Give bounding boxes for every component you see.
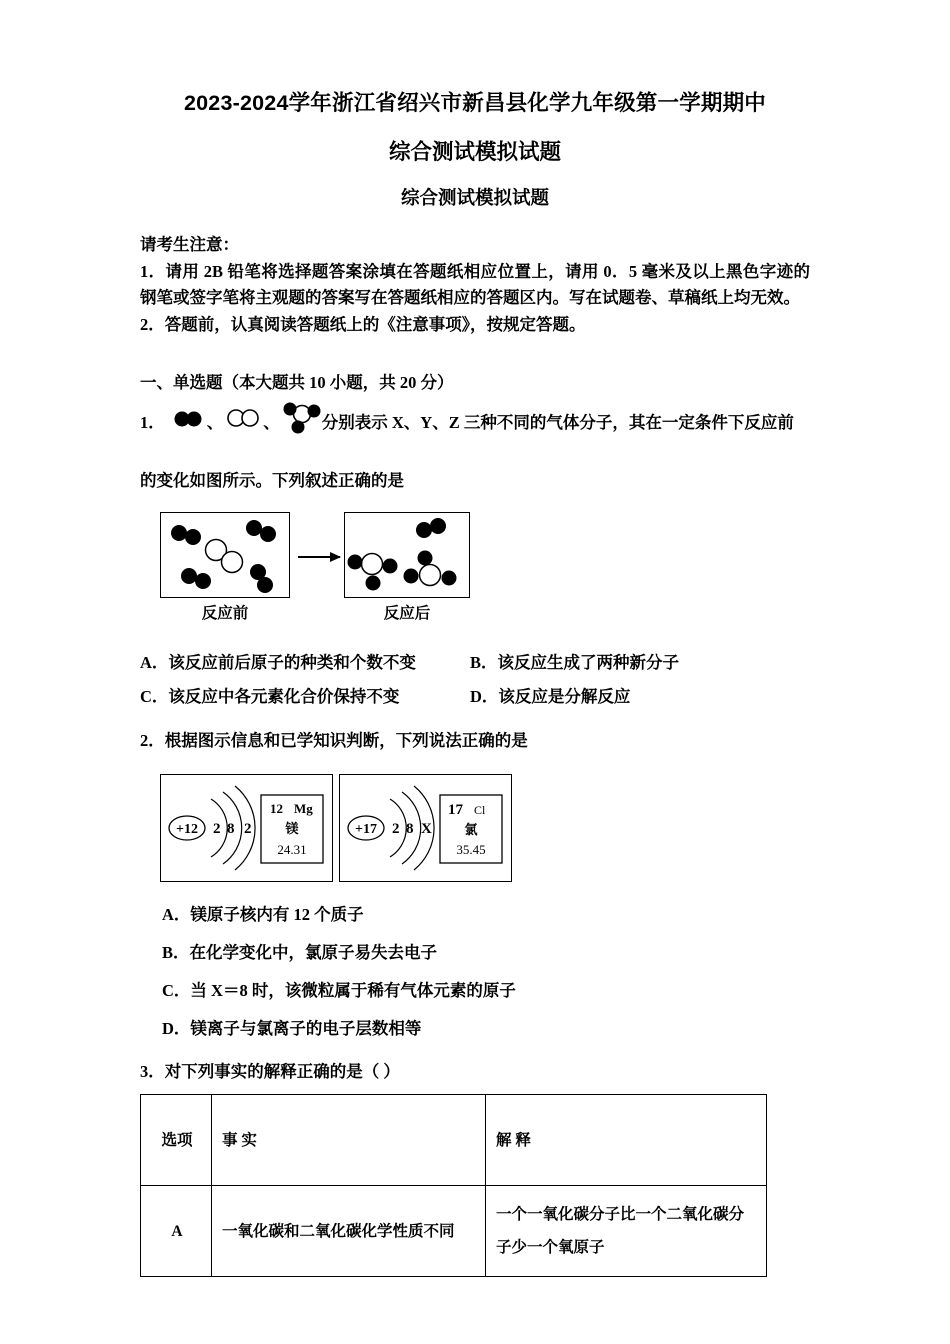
question-3-table [140,1094,767,1277]
option-1-b-label: B． [470,653,498,672]
option-1-a[interactable] [140,646,470,680]
table-row [141,1186,767,1277]
question-3-number: 3． [140,1062,165,1081]
option-1-d[interactable] [470,680,810,714]
notice-item-2: 2．答题前，认真阅读答题纸上的《注意事项》，按规定答题。 [140,314,586,334]
x-molecule [171,525,201,545]
question-3-text: 对下列事实的解释正确的是（ ） [164,1062,400,1081]
option-2-b-label: B． [162,943,190,962]
option-2-a-text: 镁原子核内有 12 个质子 [190,905,364,924]
section-heading: 一、单选题（本大题共 10 小题，共 20 分） [140,373,454,392]
molecule-z-icon [282,402,322,444]
page-subtitle: 综合测试模拟试题 [388,140,561,164]
svg-text:2: 2 [213,821,221,837]
row-explanation-a: 一个一氧化碳分子比一个二氧化碳分子少一个氧原子 [486,1186,767,1277]
x-molecule [246,520,276,542]
option-1-d-label: D． [470,687,499,706]
x-molecule [416,518,446,538]
option-2-d-text: 镁离子与氯离子的电子层数相等 [190,1019,422,1038]
option-1-c-label: C． [140,687,169,706]
separator-2: 、 [263,413,280,432]
x-molecule [181,568,211,589]
svg-text:镁: 镁 [285,821,299,836]
question-2-text: 根据图示信息和已学知识判断，下列说法正确的是 [164,731,528,750]
caption-after: 反应后 [383,605,431,622]
option-1-a-label: A． [140,653,169,672]
option-2-d[interactable] [140,1010,810,1048]
question-1 [140,402,810,496]
svg-text:8: 8 [406,821,414,837]
separator-1: 、 [206,413,224,432]
svg-text:Cl: Cl [474,803,486,817]
option-1-c-text: 该反应中各元素化合价保持不变 [168,687,400,706]
notice-item-1: 1．请用 2B 铅笔将选择题答案涂填在答题纸相应位置上，请用 0．5 毫米及以上黑色字迹的钢笔或签字笔将主观题的答案写在答题纸相应的答题区内。写在试题卷、草稿纸上均无效。 [140,261,810,307]
question-2 [140,726,810,756]
x-molecule [250,564,273,593]
row-option-a: A [141,1186,212,1277]
table-header-row [141,1095,767,1186]
svg-text:35.45: 35.45 [456,842,486,857]
question-1-number: 1． [140,413,165,432]
y-molecule [206,540,243,573]
option-2-a-label: A． [162,905,191,924]
option-1-d-text: 该反应是分解反应 [498,687,631,706]
question-1-continuation: 的变化如图所示。下列叙述正确的是 [140,471,404,490]
header-option: 选项 [141,1095,212,1186]
header-explanation: 解 释 [486,1095,767,1186]
option-2-a[interactable] [140,896,810,934]
option-1-a-text: 该反应前后原子的种类和个数不变 [168,653,416,672]
svg-text:氯: 氯 [464,822,478,837]
reaction-before-box [160,512,290,598]
question-3 [140,1056,810,1088]
question-1-text: 分别表示 X、Y、Z 三种不同的气体分子，其在一定条件下反应前 [321,413,794,432]
z-molecule [404,551,457,586]
svg-text:+17: +17 [355,822,377,837]
page-title: 2023-2024学年浙江省绍兴市新昌县化学九年级第一学期期中 [183,91,767,115]
reaction-figure [160,512,810,632]
reaction-after-box [344,512,470,598]
svg-text:12: 12 [270,801,283,816]
molecule-y-icon [225,407,261,439]
row-fact-a: 一氧化碳和二氧化碳化学性质不同 [212,1186,486,1277]
option-2-c[interactable] [140,972,810,1010]
option-1-b[interactable] [470,646,810,680]
caption-before: 反应前 [201,605,249,622]
svg-text:+12: +12 [176,822,198,837]
svg-text:2: 2 [244,821,252,837]
option-2-c-label: C． [162,981,191,1000]
question-2-options [140,896,810,1048]
question-1-options [140,646,810,714]
option-1-b-text: 该反应生成了两种新分子 [497,653,680,672]
molecule-x-icon [171,408,205,438]
option-2-b-text: 在化学变化中，氯原子易失去电子 [189,943,438,962]
svg-text:17: 17 [448,802,463,818]
atom-diagram-cl [339,774,512,882]
candidate-notice [140,232,810,338]
atomic-structure-figure [160,774,810,886]
atom-diagram-mg [160,774,333,882]
svg-text:2: 2 [392,821,400,837]
question-2-number: 2． [140,731,165,750]
option-2-c-text: 当 X＝8 时，该微粒属于稀有气体元素的原子 [190,981,516,1000]
reaction-arrow-icon [298,556,340,558]
page-subtitle-secondary: 综合测试模拟试题 [400,187,549,208]
header-fact: 事 实 [212,1095,486,1186]
svg-text:Mg: Mg [294,801,313,816]
option-1-c[interactable] [140,680,470,714]
svg-text:X: X [421,821,432,837]
option-2-b[interactable] [140,934,810,972]
z-molecule [348,554,398,591]
notice-heading: 请考生注意： [140,235,239,254]
option-2-d-label: D． [162,1019,191,1038]
svg-text:24.31: 24.31 [277,842,307,857]
svg-text:8: 8 [227,821,235,837]
